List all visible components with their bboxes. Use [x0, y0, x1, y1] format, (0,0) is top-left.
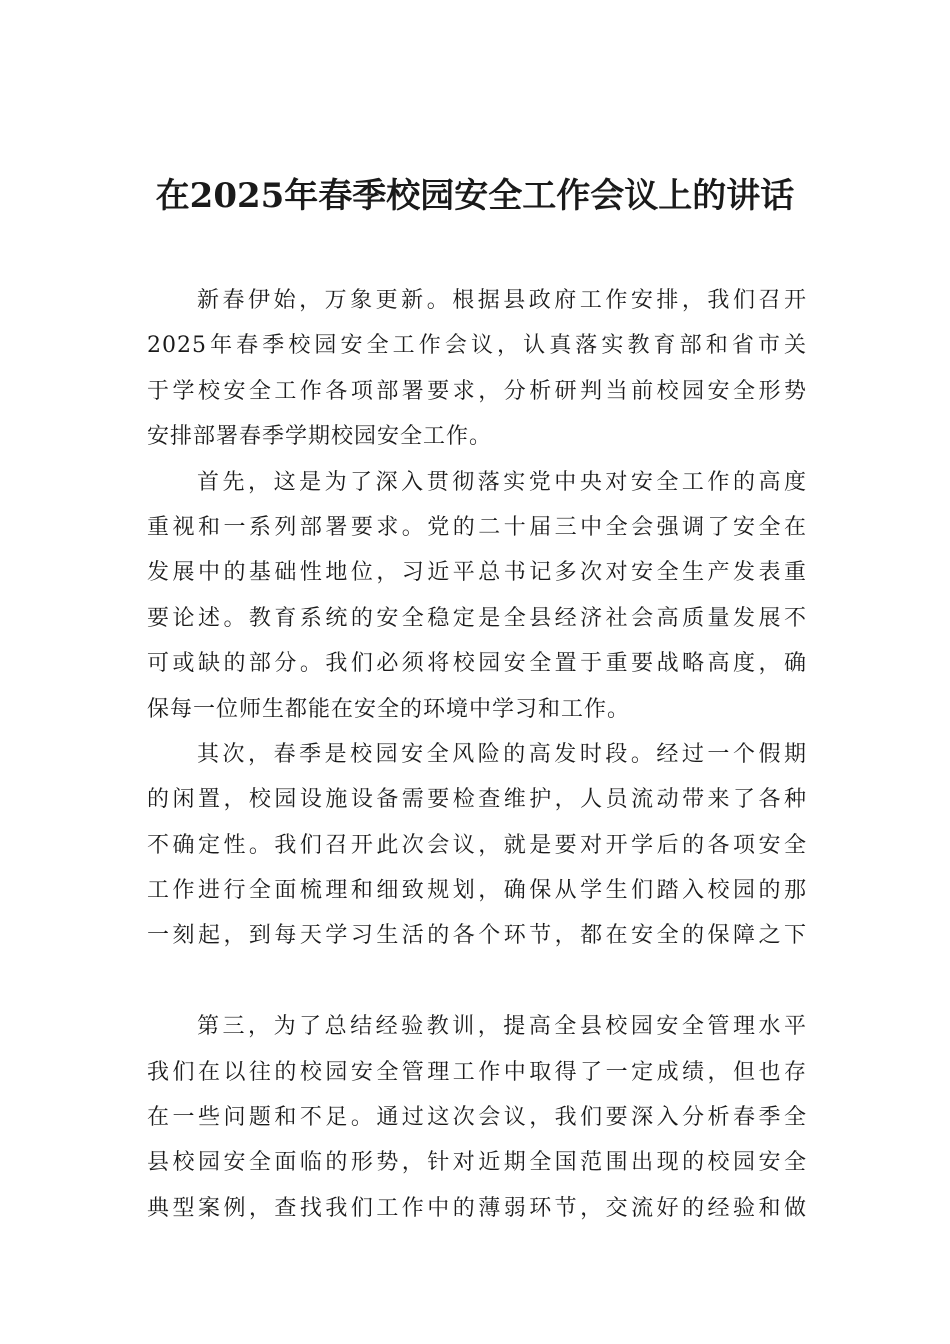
text-line: 工作进行全面梳理和细致规划，确保从学生们踏入校园的那	[147, 878, 807, 904]
text-line: 安排部署春季学期校园安全工作。	[147, 424, 493, 450]
paragraph-gap	[147, 959, 807, 1004]
text-line: 要论述。教育系统的安全稳定是全县经济社会高质量发展不	[147, 605, 807, 631]
text-line: 保每一位师生都能在安全的环境中学习和工作。	[147, 696, 631, 722]
text-line: 发展中的基础性地位，习近平总书记多次对安全生产发表重	[147, 560, 807, 586]
text-line: 第三，为了总结经验教训，提高全县校园安全管理水平	[197, 1014, 807, 1040]
paragraph-3	[147, 732, 807, 959]
paragraph-1	[147, 278, 807, 460]
text-line: 可或缺的部分。我们必须将校园安全置于重要战略高度，确	[147, 651, 807, 677]
text-line: 首先，这是为了深入贯彻落实党中央对安全工作的高度	[197, 469, 807, 495]
text-line: 不确定性。我们召开此次会议，就是要对开学后的各项安全	[147, 832, 807, 858]
text-line: 我们在以往的校园安全管理工作中取得了一定成绩，但也存	[147, 1059, 807, 1085]
text-line: 新春伊始，万象更新。根据县政府工作安排，我们召开	[197, 288, 807, 313]
text-line: 在一些问题和不足。通过这次会议，我们要深入分析春季全	[147, 1105, 807, 1131]
text-line: 重视和一系列部署要求。党的二十届三中全会强调了安全在	[147, 514, 807, 540]
paragraph-4	[147, 1004, 807, 1231]
text-line: 的闲置，校园设施设备需要检查维护，人员流动带来了各种	[147, 787, 807, 813]
text-line: 典型案例，查找我们工作中的薄弱环节，交流好的经验和做	[147, 1195, 807, 1221]
paragraph-2	[147, 460, 807, 732]
document-title: 在2025年春季校园安全工作会议上的讲话	[155, 176, 795, 216]
text-line: 一刻起，到每天学习生活的各个环节，都在安全的保障之下	[147, 923, 807, 949]
text-line: 2025年春季校园安全工作会议，认真落实教育部和省市关	[147, 333, 807, 359]
text-line: 其次，春季是校园安全风险的高发时段。经过一个假期	[197, 741, 807, 767]
text-line: 县校园安全面临的形势，针对近期全国范围出现的校园安全	[147, 1150, 807, 1176]
text-line: 于学校安全工作各项部署要求，分析研判当前校园安全形势	[147, 378, 807, 404]
document-body	[147, 278, 807, 1231]
